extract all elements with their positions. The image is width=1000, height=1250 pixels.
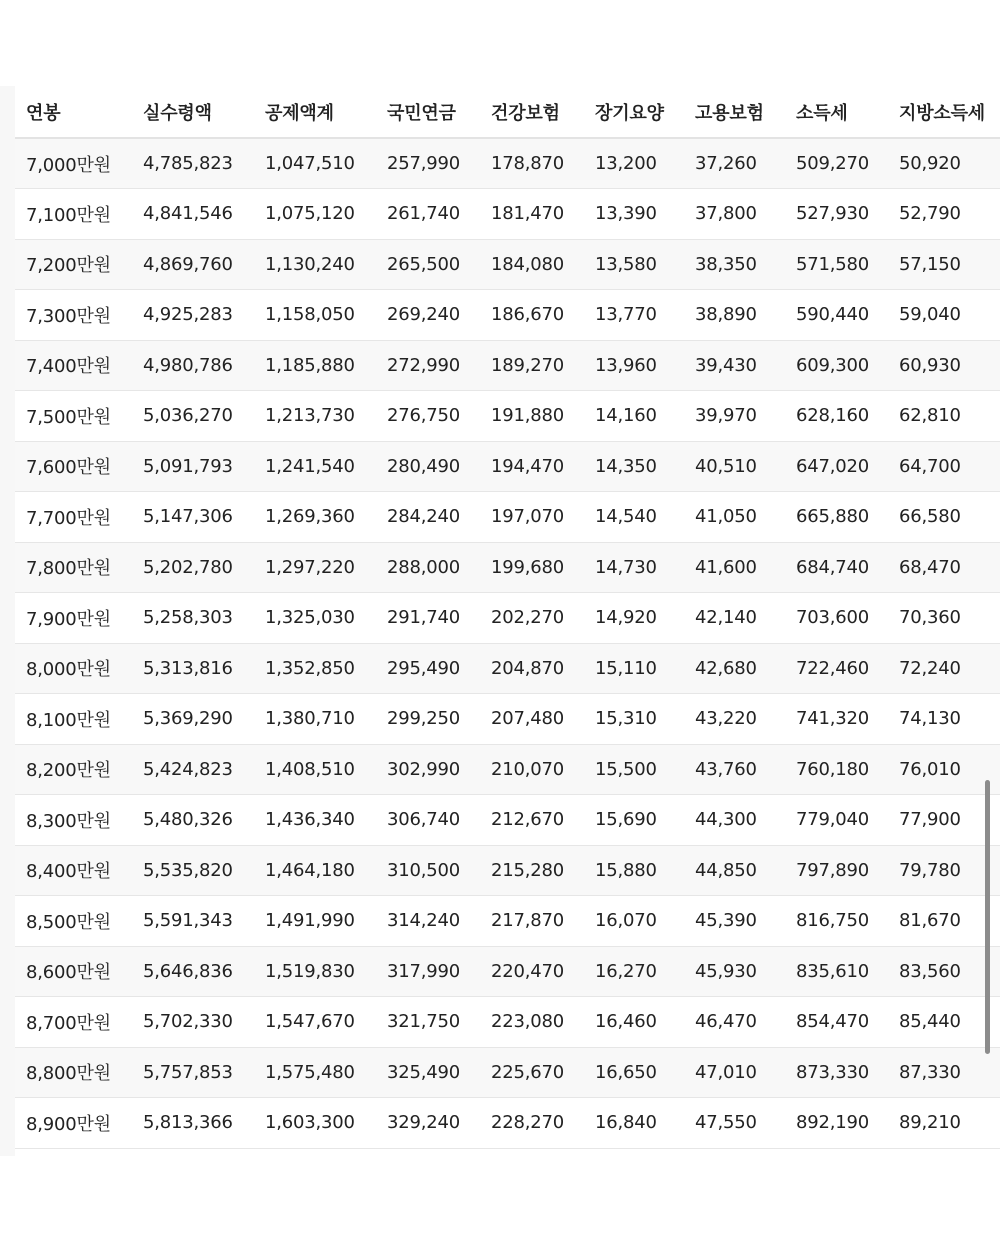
cell-total-deductions: 1,436,340 (265, 809, 355, 831)
cell-total-deductions: 1,603,300 (265, 1112, 355, 1134)
cell-employment-insurance: 41,600 (695, 556, 757, 578)
cell-annual-salary: 8,900만원 (26, 1113, 111, 1135)
cell-net-pay: 5,202,780 (143, 556, 233, 578)
cell-annual-salary: 7,400만원 (26, 356, 111, 378)
cell-total-deductions: 1,241,540 (265, 455, 355, 477)
cell-net-pay: 5,036,270 (143, 405, 233, 427)
cell-total-deductions: 1,575,480 (265, 1061, 355, 1083)
cell-net-pay: 5,646,836 (143, 960, 233, 982)
cell-national-pension: 269,240 (387, 304, 461, 326)
cell-local-income-tax: 87,330 (899, 1061, 961, 1083)
cell-annual-salary: 8,700만원 (26, 1012, 111, 1034)
cell-long-term-care: 13,200 (595, 153, 657, 174)
cell-income-tax: 590,440 (796, 304, 870, 326)
cell-health-insurance: 223,080 (491, 1011, 565, 1033)
cell-long-term-care: 14,730 (595, 556, 657, 578)
table-row (15, 643, 1000, 694)
cell-annual-salary: 7,200만원 (26, 255, 111, 277)
cell-total-deductions: 1,297,220 (265, 556, 355, 578)
column-header-income-tax: 소득세 (785, 86, 888, 138)
cell-net-pay: 5,091,793 (143, 455, 233, 477)
cell-health-insurance: 225,670 (491, 1061, 565, 1083)
table-viewport (0, 86, 1000, 1156)
table-body (15, 138, 1000, 1148)
cell-total-deductions: 1,075,120 (265, 203, 355, 225)
cell-national-pension: 257,990 (387, 153, 461, 174)
cell-local-income-tax: 81,670 (899, 910, 961, 932)
cell-local-income-tax: 70,360 (899, 607, 961, 629)
cell-total-deductions: 1,269,360 (265, 506, 355, 528)
cell-local-income-tax: 66,580 (899, 506, 961, 528)
table-row (15, 391, 1000, 442)
cell-net-pay: 5,480,326 (143, 809, 233, 831)
cell-national-pension: 261,740 (387, 203, 461, 225)
cell-health-insurance: 217,870 (491, 910, 565, 932)
cell-employment-insurance: 37,800 (695, 203, 757, 225)
cell-national-pension: 276,750 (387, 405, 461, 427)
cell-net-pay: 5,147,306 (143, 506, 233, 528)
cell-long-term-care: 16,650 (595, 1061, 657, 1083)
salary-table (15, 86, 1000, 1149)
cell-employment-insurance: 47,550 (695, 1112, 757, 1134)
table-row (15, 997, 1000, 1048)
cell-income-tax: 665,880 (796, 506, 870, 528)
table-row (15, 542, 1000, 593)
cell-long-term-care: 15,690 (595, 809, 657, 831)
cell-health-insurance: 202,270 (491, 607, 565, 629)
cell-health-insurance: 181,470 (491, 203, 565, 225)
cell-annual-salary: 8,500만원 (26, 911, 111, 933)
table-row (15, 1047, 1000, 1098)
cell-employment-insurance: 45,930 (695, 960, 757, 982)
cell-long-term-care: 15,110 (595, 657, 657, 679)
cell-annual-salary: 7,100만원 (26, 204, 111, 226)
cell-local-income-tax: 72,240 (899, 657, 961, 679)
cell-local-income-tax: 85,440 (899, 1011, 961, 1033)
cell-long-term-care: 15,500 (595, 758, 657, 780)
vertical-scrollbar-thumb[interactable] (985, 780, 990, 1054)
cell-annual-salary: 8,400만원 (26, 861, 111, 883)
cell-annual-salary: 7,000만원 (26, 154, 111, 176)
cell-employment-insurance: 44,300 (695, 809, 757, 831)
table-row (15, 492, 1000, 543)
cell-total-deductions: 1,213,730 (265, 405, 355, 427)
cell-long-term-care: 14,540 (595, 506, 657, 528)
cell-net-pay: 5,757,853 (143, 1061, 233, 1083)
cell-total-deductions: 1,185,880 (265, 354, 355, 376)
cell-total-deductions: 1,130,240 (265, 253, 355, 275)
cell-health-insurance: 194,470 (491, 455, 565, 477)
cell-health-insurance: 207,480 (491, 708, 565, 730)
cell-health-insurance: 212,670 (491, 809, 565, 831)
cell-income-tax: 779,040 (796, 809, 870, 831)
cell-long-term-care: 16,270 (595, 960, 657, 982)
cell-national-pension: 272,990 (387, 354, 461, 376)
cell-net-pay: 5,591,343 (143, 910, 233, 932)
cell-long-term-care: 13,390 (595, 203, 657, 225)
cell-income-tax: 628,160 (796, 405, 870, 427)
cell-income-tax: 854,470 (796, 1011, 870, 1033)
cell-employment-insurance: 46,470 (695, 1011, 757, 1033)
cell-health-insurance: 204,870 (491, 657, 565, 679)
column-header-annual-salary: 연봉 (15, 86, 132, 138)
cell-national-pension: 325,490 (387, 1061, 461, 1083)
cell-local-income-tax: 59,040 (899, 304, 961, 326)
cell-income-tax: 741,320 (796, 708, 870, 730)
cell-local-income-tax: 79,780 (899, 859, 961, 881)
cell-long-term-care: 14,350 (595, 455, 657, 477)
cell-national-pension: 321,750 (387, 1011, 461, 1033)
salary-table-panel (15, 86, 1000, 1156)
cell-long-term-care: 14,920 (595, 607, 657, 629)
cell-net-pay: 4,841,546 (143, 203, 233, 225)
cell-health-insurance: 210,070 (491, 758, 565, 780)
cell-employment-insurance: 47,010 (695, 1061, 757, 1083)
cell-total-deductions: 1,464,180 (265, 859, 355, 881)
table-row (15, 593, 1000, 644)
cell-annual-salary: 7,800만원 (26, 558, 111, 580)
cell-total-deductions: 1,352,850 (265, 657, 355, 679)
cell-annual-salary: 8,800만원 (26, 1063, 111, 1085)
cell-income-tax: 703,600 (796, 607, 870, 629)
cell-income-tax: 760,180 (796, 758, 870, 780)
cell-local-income-tax: 74,130 (899, 708, 961, 730)
column-header-total-deductions: 공제액계 (254, 86, 376, 138)
cell-total-deductions: 1,519,830 (265, 960, 355, 982)
cell-net-pay: 5,535,820 (143, 859, 233, 881)
cell-local-income-tax: 76,010 (899, 758, 961, 780)
cell-annual-salary: 7,900만원 (26, 608, 111, 630)
table-row (15, 441, 1000, 492)
cell-annual-salary: 7,700만원 (26, 507, 111, 529)
cell-long-term-care: 13,770 (595, 304, 657, 326)
cell-employment-insurance: 43,760 (695, 758, 757, 780)
cell-health-insurance: 184,080 (491, 253, 565, 275)
table-row (15, 694, 1000, 745)
cell-national-pension: 302,990 (387, 758, 461, 780)
cell-total-deductions: 1,491,990 (265, 910, 355, 932)
cell-employment-insurance: 41,050 (695, 506, 757, 528)
cell-income-tax: 571,580 (796, 253, 870, 275)
column-header-local-income-tax: 지방소득세 (888, 86, 1000, 138)
cell-net-pay: 5,424,823 (143, 758, 233, 780)
cell-annual-salary: 7,500만원 (26, 406, 111, 428)
table-row (15, 795, 1000, 846)
cell-health-insurance: 186,670 (491, 304, 565, 326)
cell-national-pension: 280,490 (387, 455, 461, 477)
cell-national-pension: 329,240 (387, 1112, 461, 1134)
table-row (15, 138, 1000, 189)
cell-long-term-care: 16,070 (595, 910, 657, 932)
cell-annual-salary: 8,300만원 (26, 810, 111, 832)
cell-annual-salary: 8,000만원 (26, 659, 111, 681)
table-row (15, 290, 1000, 341)
cell-local-income-tax: 89,210 (899, 1112, 961, 1134)
table-header-row (15, 86, 1000, 138)
cell-local-income-tax: 77,900 (899, 809, 961, 831)
cell-health-insurance: 215,280 (491, 859, 565, 881)
cell-long-term-care: 16,460 (595, 1011, 657, 1033)
cell-total-deductions: 1,380,710 (265, 708, 355, 730)
cell-health-insurance: 197,070 (491, 506, 565, 528)
cell-local-income-tax: 52,790 (899, 203, 961, 225)
cell-income-tax: 816,750 (796, 910, 870, 932)
cell-employment-insurance: 39,430 (695, 354, 757, 376)
cell-net-pay: 4,925,283 (143, 304, 233, 326)
cell-annual-salary: 7,300만원 (26, 305, 111, 327)
cell-net-pay: 5,258,303 (143, 607, 233, 629)
cell-employment-insurance: 39,970 (695, 405, 757, 427)
cell-income-tax: 835,610 (796, 960, 870, 982)
cell-annual-salary: 8,600만원 (26, 962, 111, 984)
cell-income-tax: 647,020 (796, 455, 870, 477)
cell-long-term-care: 15,880 (595, 859, 657, 881)
cell-net-pay: 5,369,290 (143, 708, 233, 730)
cell-national-pension: 299,250 (387, 708, 461, 730)
cell-income-tax: 873,330 (796, 1061, 870, 1083)
cell-national-pension: 284,240 (387, 506, 461, 528)
cell-employment-insurance: 40,510 (695, 455, 757, 477)
column-header-net-pay: 실수령액 (132, 86, 254, 138)
cell-health-insurance: 191,880 (491, 405, 565, 427)
cell-health-insurance: 178,870 (491, 153, 565, 174)
column-header-long-term-care: 장기요양 (584, 86, 684, 138)
cell-long-term-care: 14,160 (595, 405, 657, 427)
cell-employment-insurance: 38,890 (695, 304, 757, 326)
cell-national-pension: 291,740 (387, 607, 461, 629)
cell-employment-insurance: 43,220 (695, 708, 757, 730)
cell-long-term-care: 13,960 (595, 354, 657, 376)
cell-health-insurance: 189,270 (491, 354, 565, 376)
cell-national-pension: 295,490 (387, 657, 461, 679)
cell-employment-insurance: 38,350 (695, 253, 757, 275)
cell-annual-salary: 8,100만원 (26, 709, 111, 731)
cell-annual-salary: 8,200만원 (26, 760, 111, 782)
cell-net-pay: 4,869,760 (143, 253, 233, 275)
cell-local-income-tax: 68,470 (899, 556, 961, 578)
cell-long-term-care: 13,580 (595, 253, 657, 275)
cell-employment-insurance: 42,680 (695, 657, 757, 679)
cell-net-pay: 4,785,823 (143, 153, 233, 174)
table-row (15, 1098, 1000, 1149)
cell-net-pay: 4,980,786 (143, 354, 233, 376)
cell-total-deductions: 1,408,510 (265, 758, 355, 780)
cell-national-pension: 314,240 (387, 910, 461, 932)
cell-total-deductions: 1,047,510 (265, 153, 355, 174)
cell-health-insurance: 228,270 (491, 1112, 565, 1134)
cell-income-tax: 609,300 (796, 354, 870, 376)
cell-employment-insurance: 44,850 (695, 859, 757, 881)
cell-local-income-tax: 64,700 (899, 455, 961, 477)
cell-net-pay: 5,702,330 (143, 1011, 233, 1033)
cell-national-pension: 317,990 (387, 960, 461, 982)
cell-health-insurance: 220,470 (491, 960, 565, 982)
cell-long-term-care: 15,310 (595, 708, 657, 730)
cell-total-deductions: 1,325,030 (265, 607, 355, 629)
cell-local-income-tax: 62,810 (899, 405, 961, 427)
cell-employment-insurance: 42,140 (695, 607, 757, 629)
cell-income-tax: 892,190 (796, 1112, 870, 1134)
cell-local-income-tax: 83,560 (899, 960, 961, 982)
cell-national-pension: 288,000 (387, 556, 461, 578)
cell-total-deductions: 1,547,670 (265, 1011, 355, 1033)
cell-national-pension: 310,500 (387, 859, 461, 881)
cell-income-tax: 509,270 (796, 153, 870, 174)
cell-employment-insurance: 45,390 (695, 910, 757, 932)
table-row (15, 845, 1000, 896)
cell-income-tax: 684,740 (796, 556, 870, 578)
cell-long-term-care: 16,840 (595, 1112, 657, 1134)
cell-health-insurance: 199,680 (491, 556, 565, 578)
cell-income-tax: 797,890 (796, 859, 870, 881)
column-header-national-pension: 국민연금 (376, 86, 480, 138)
table-row (15, 189, 1000, 240)
cell-income-tax: 527,930 (796, 203, 870, 225)
cell-annual-salary: 7,600만원 (26, 457, 111, 479)
cell-national-pension: 265,500 (387, 253, 461, 275)
cell-net-pay: 5,313,816 (143, 657, 233, 679)
table-row (15, 744, 1000, 795)
cell-national-pension: 306,740 (387, 809, 461, 831)
table-row (15, 340, 1000, 391)
cell-net-pay: 5,813,366 (143, 1112, 233, 1134)
column-header-health-insurance: 건강보험 (480, 86, 584, 138)
cell-income-tax: 722,460 (796, 657, 870, 679)
table-row (15, 946, 1000, 997)
table-row (15, 239, 1000, 290)
cell-local-income-tax: 57,150 (899, 253, 961, 275)
cell-total-deductions: 1,158,050 (265, 304, 355, 326)
cell-employment-insurance: 37,260 (695, 153, 757, 174)
cell-local-income-tax: 50,920 (899, 153, 961, 174)
table-row (15, 896, 1000, 947)
cell-local-income-tax: 60,930 (899, 354, 961, 376)
column-header-employment-insurance: 고용보험 (684, 86, 785, 138)
